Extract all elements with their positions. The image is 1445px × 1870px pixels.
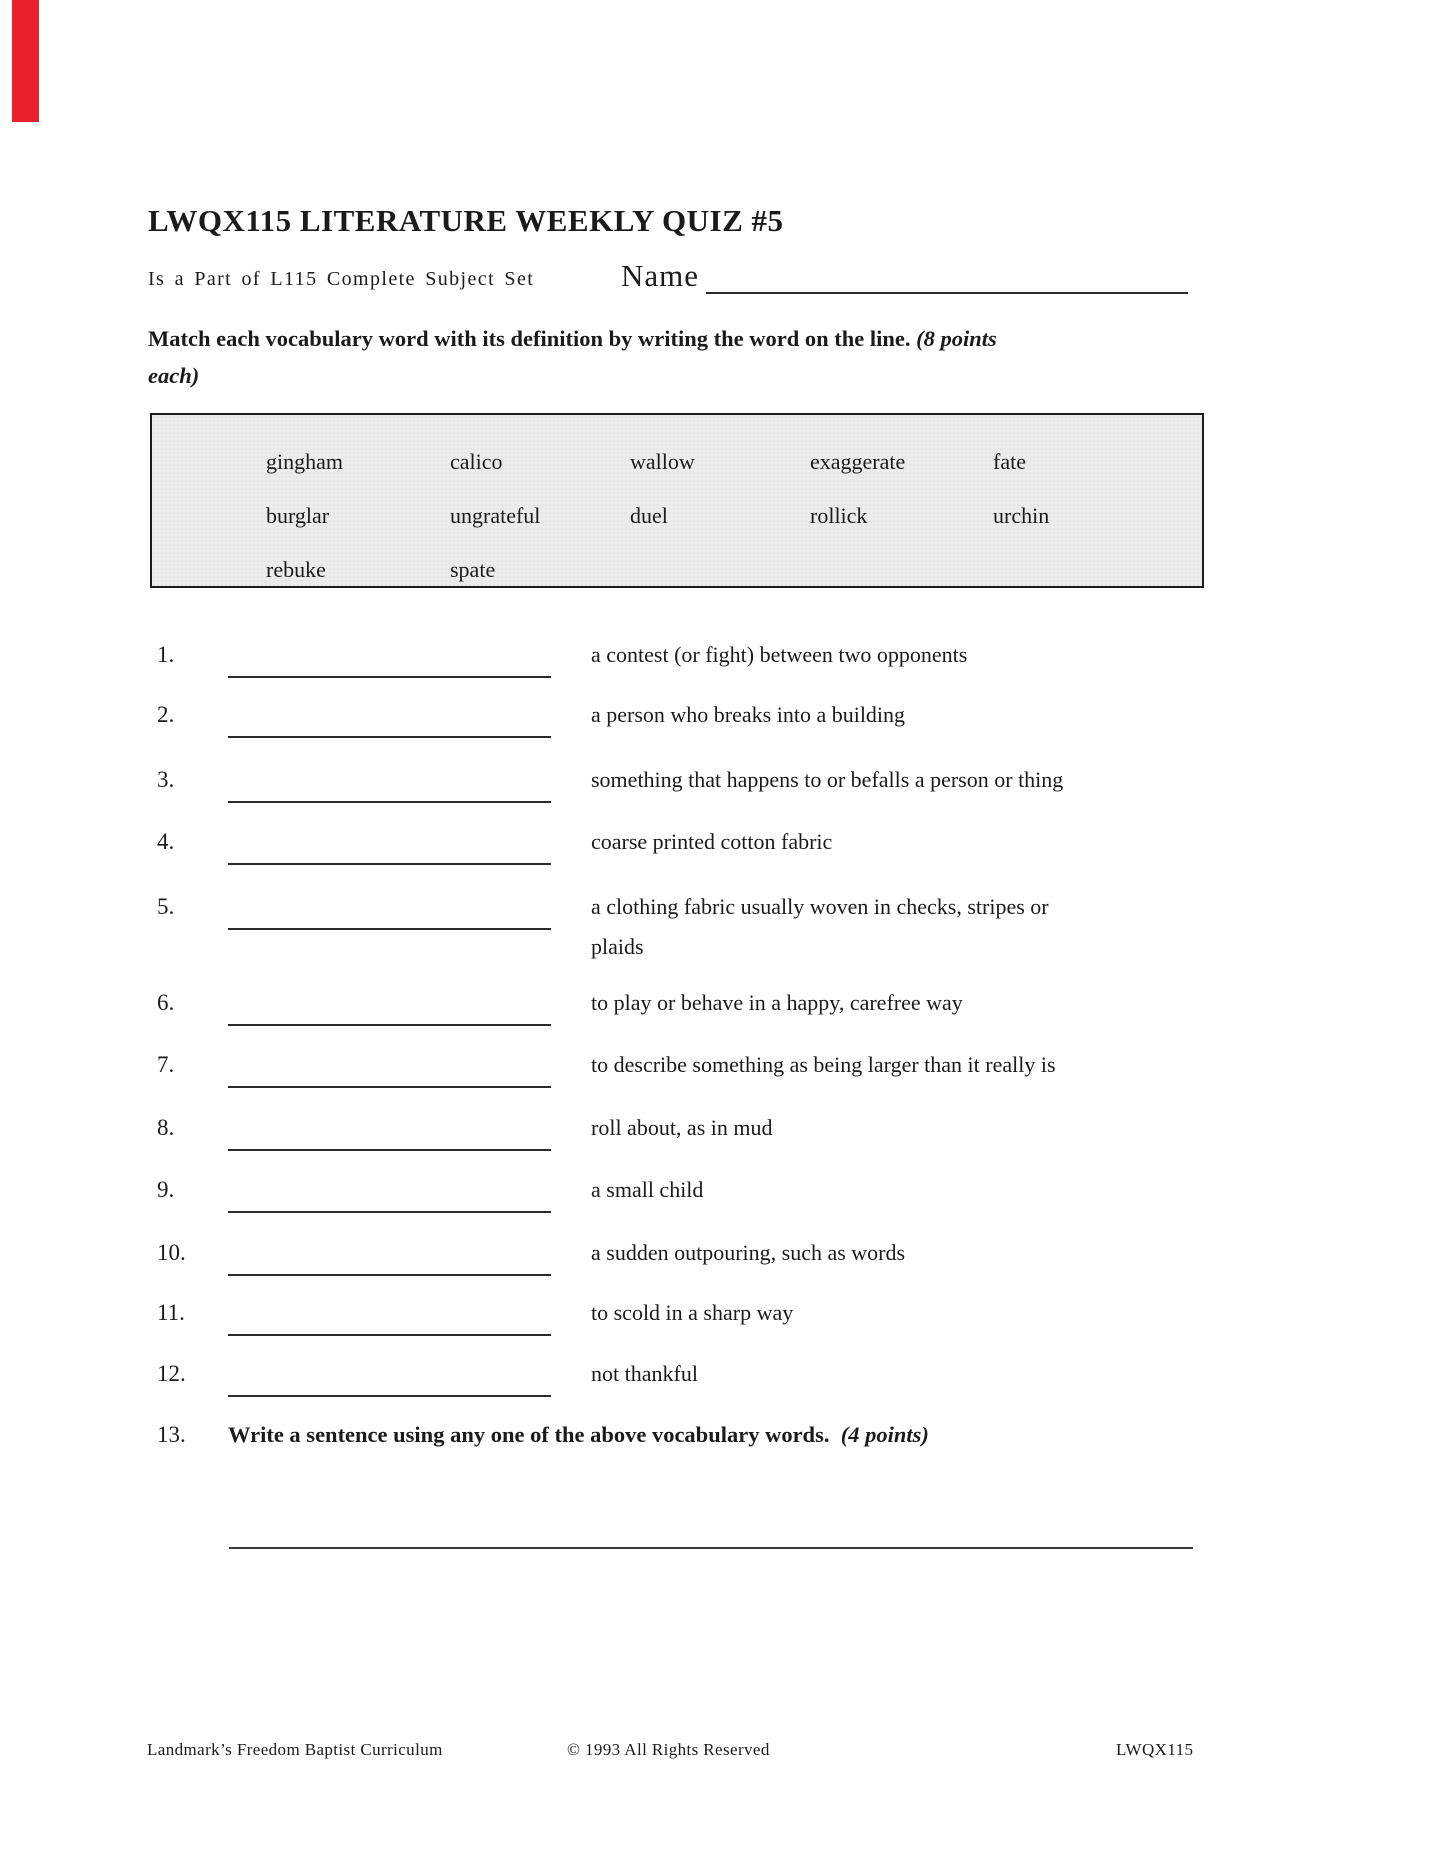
question-number: 8.	[157, 1115, 175, 1140]
question-row	[157, 1361, 1297, 1411]
question-definition: a small child	[591, 1177, 704, 1202]
instructions-main: Match each vocabulary word with its definition by writing the word on the line.	[148, 326, 911, 351]
name-label: Name	[621, 258, 700, 293]
question-definition: roll about, as in mud	[591, 1115, 773, 1140]
question-number: 13.	[157, 1422, 186, 1447]
word-bank-word: urchin	[993, 503, 1050, 528]
word-bank-word: rollick	[810, 503, 868, 528]
sentence-answer-line	[229, 1531, 1193, 1549]
footer-copyright: © 1993 All Rights Reserved	[567, 1740, 770, 1759]
answer-blank	[228, 837, 551, 865]
question-row	[157, 702, 1297, 752]
question-definition: not thankful	[591, 1361, 698, 1386]
question-definition: a contest (or fight) between two opponents	[591, 642, 968, 667]
answer-blank	[228, 1123, 551, 1151]
question-row	[157, 767, 1297, 817]
word-bank-word: fate	[993, 449, 1026, 474]
question-definition: to scold in a sharp way	[591, 1300, 794, 1325]
question-row	[157, 894, 1297, 959]
word-bank-word: burglar	[266, 503, 330, 528]
question-row	[157, 1300, 1297, 1350]
question-definition: a sudden outpouring, such as words	[591, 1240, 906, 1265]
subtitle: Is a Part of L115 Complete Subject Set	[148, 268, 535, 290]
question-number: 1.	[157, 642, 175, 667]
answer-blank	[228, 1369, 551, 1397]
answer-blank	[228, 650, 551, 678]
question-definition: to describe something as being larger than it really is	[591, 1052, 1056, 1077]
answer-blank	[228, 902, 551, 930]
word-bank-word: rebuke	[266, 557, 326, 582]
answer-blank	[228, 710, 551, 738]
question-row	[157, 990, 1297, 1040]
word-bank-word: ungrateful	[450, 503, 541, 528]
answer-blank	[228, 1248, 551, 1276]
footer	[0, 1740, 1445, 1770]
word-bank-word: gingham	[266, 449, 343, 474]
answer-blank	[228, 1185, 551, 1213]
page-title: LWQX115 LITERATURE WEEKLY QUIZ #5	[148, 203, 784, 238]
question-definition: a clothing fabric usually woven in checks, stripes or plaids	[591, 894, 1049, 959]
question-number: 9.	[157, 1177, 175, 1202]
question-definition: a person who breaks into a building	[591, 702, 906, 727]
question-row	[157, 1422, 1297, 1472]
word-bank-word: exaggerate	[810, 449, 906, 474]
question-number: 5.	[157, 894, 175, 919]
question-row	[157, 642, 1297, 692]
footer-code: LWQX115	[1116, 1740, 1194, 1759]
question-row	[157, 829, 1297, 879]
answer-blank	[228, 775, 551, 803]
word-bank-word: duel	[630, 503, 668, 528]
answer-blank	[228, 1060, 551, 1088]
instructions-points: (8 points	[916, 326, 997, 351]
question-definition: something that happens to or befalls a person or thing	[591, 767, 1064, 792]
question-number: 3.	[157, 767, 175, 792]
word-bank-word: wallow	[630, 449, 695, 474]
question-row	[157, 1240, 1297, 1290]
answer-blank	[228, 998, 551, 1026]
question-number: 6.	[157, 990, 175, 1015]
question-number: 7.	[157, 1052, 175, 1077]
question-definition: to play or behave in a happy, carefree way	[591, 990, 963, 1015]
question-number: 12.	[157, 1361, 186, 1386]
question-number: 11.	[157, 1300, 185, 1325]
question-row	[157, 1177, 1297, 1227]
sentence-prompt: Write a sentence using any one of the above vocabulary words. (4 points)	[228, 1422, 929, 1447]
question-number: 2.	[157, 702, 175, 727]
instructions-points-cont: each)	[148, 363, 200, 388]
word-bank-word: calico	[450, 449, 503, 474]
footer-publisher: Landmark’s Freedom Baptist Curriculum	[147, 1740, 443, 1759]
answer-blank	[228, 1308, 551, 1336]
question-number: 10.	[157, 1240, 186, 1265]
question-definition: coarse printed cotton fabric	[591, 829, 833, 854]
word-bank-word: spate	[450, 557, 496, 582]
question-number: 4.	[157, 829, 175, 854]
question-row	[157, 1052, 1297, 1102]
question-row	[157, 1115, 1297, 1165]
